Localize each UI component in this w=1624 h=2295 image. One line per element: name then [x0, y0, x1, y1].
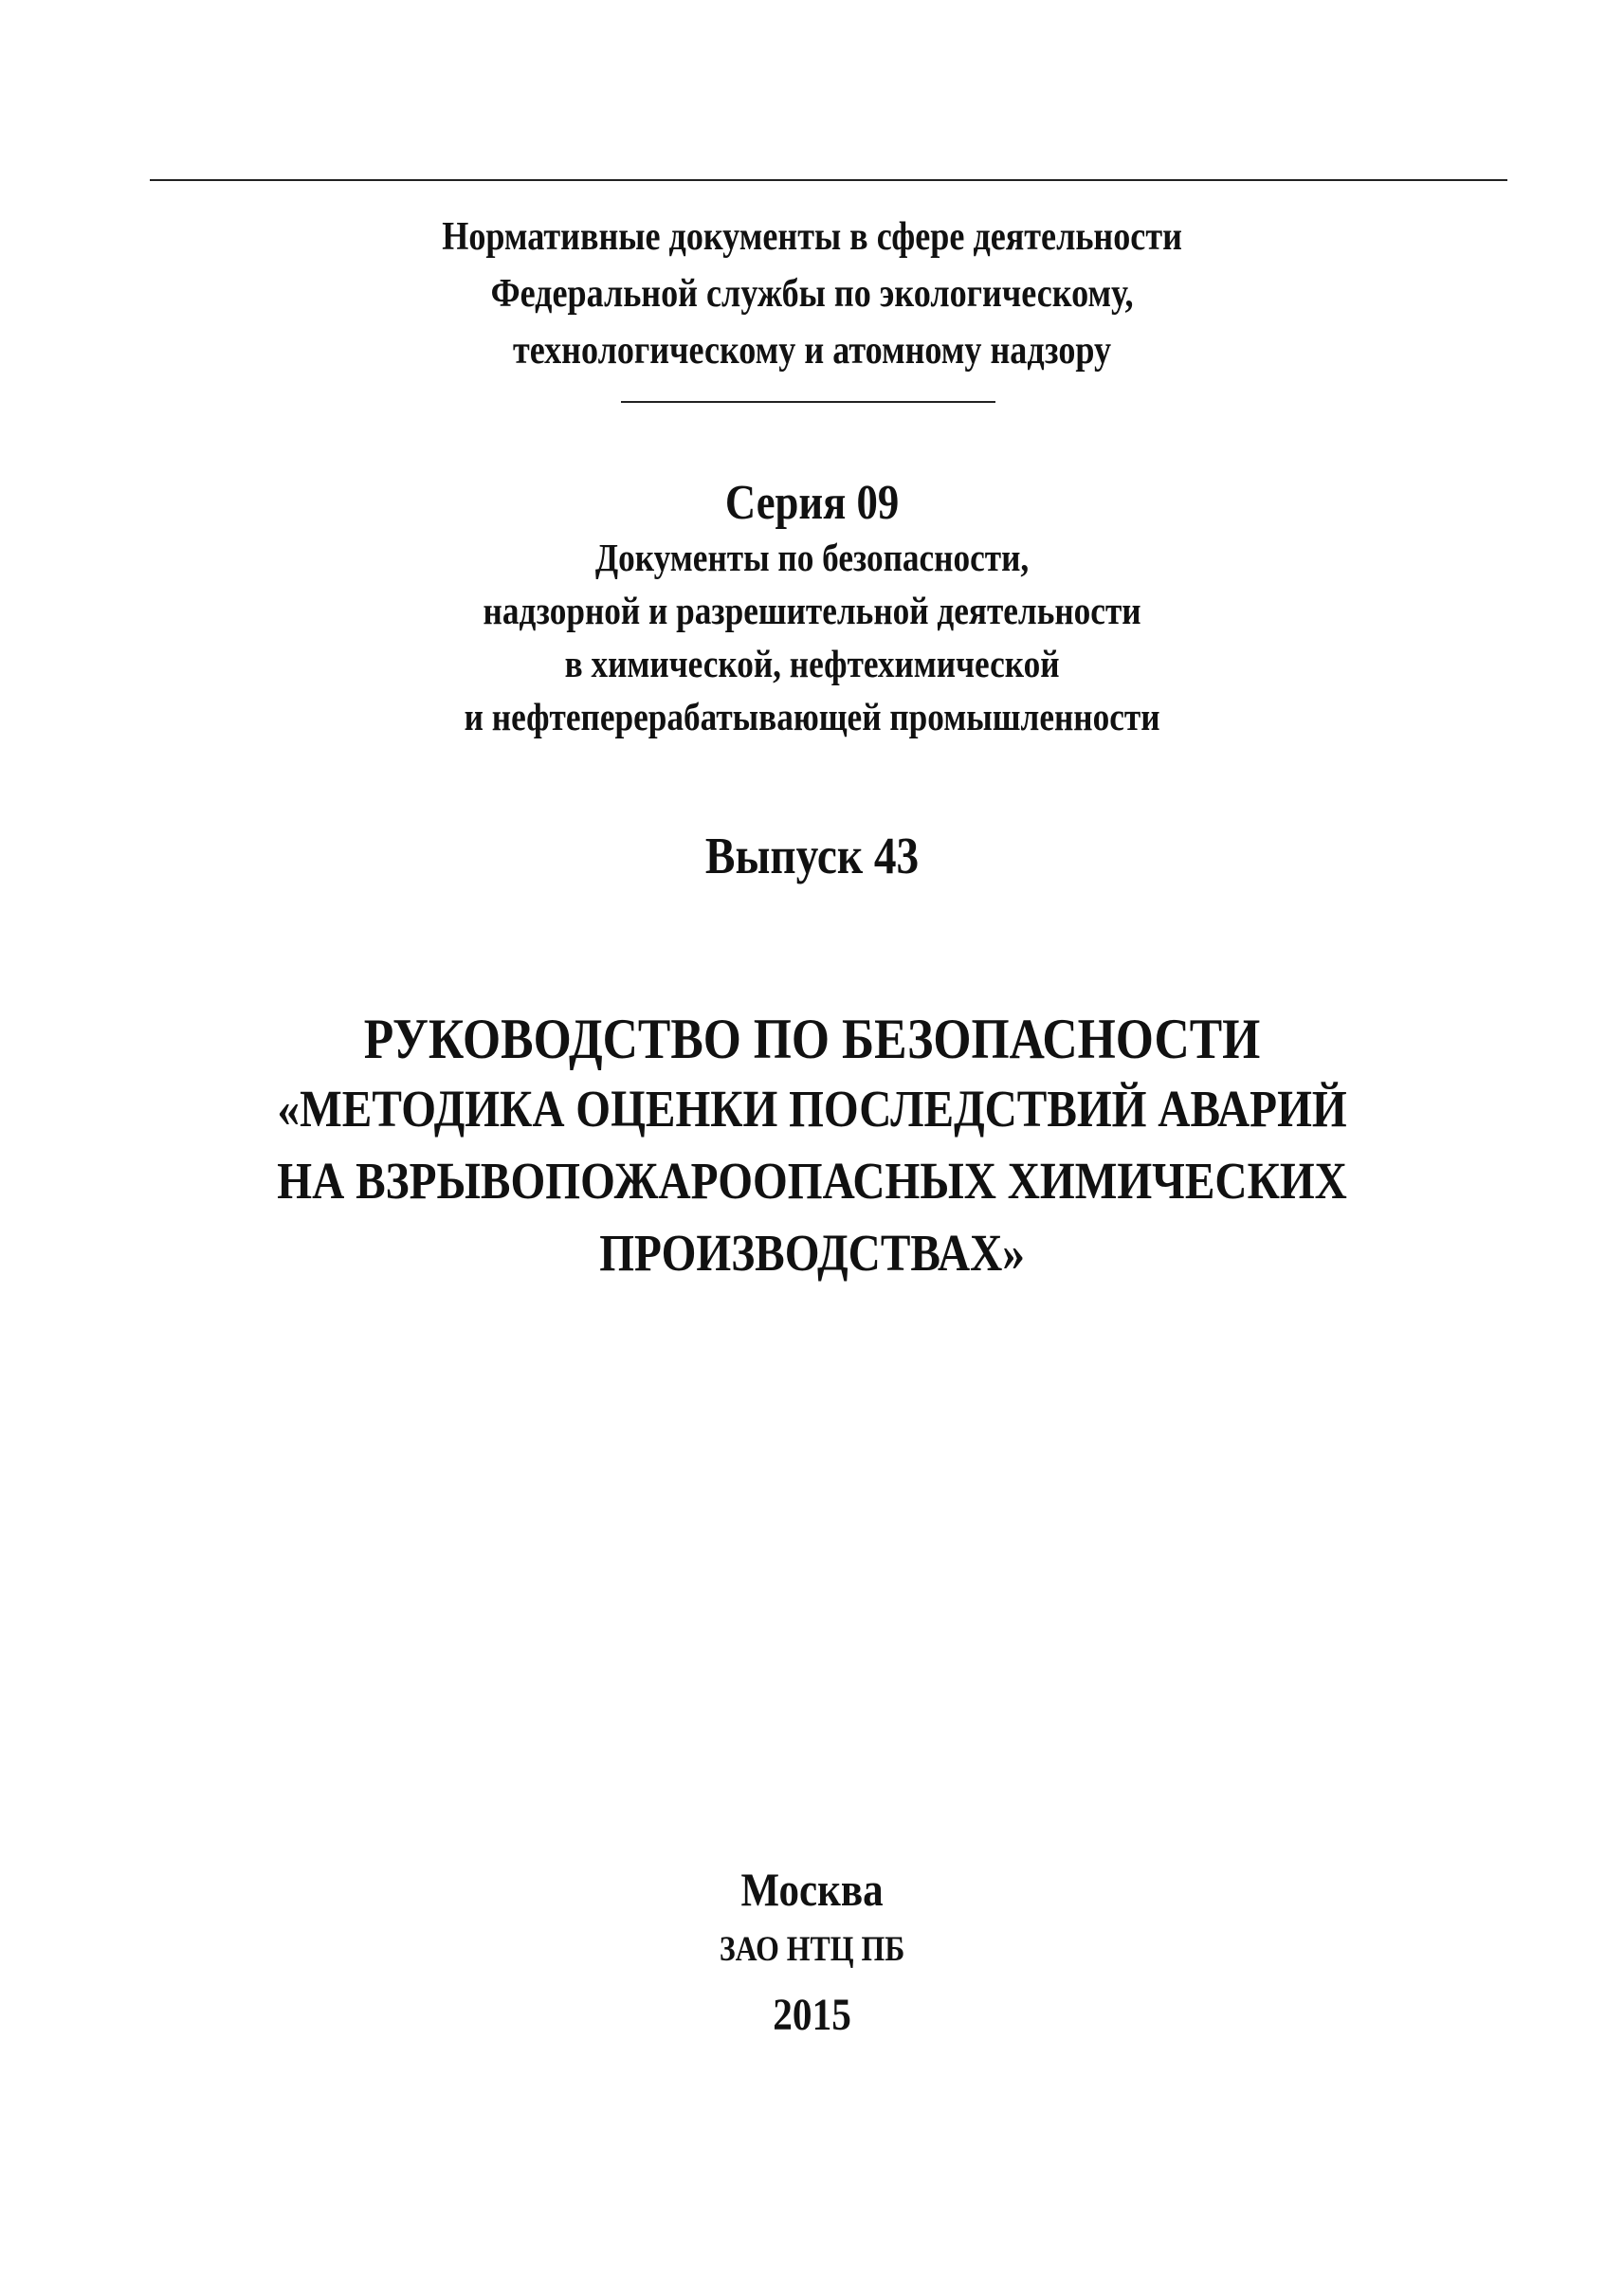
document-subtitle-line: ПРОИЗВОДСТВАХ»	[599, 1224, 1025, 1282]
series-title-text: Серия 09	[724, 476, 900, 530]
imprint-publisher	[114, 1926, 1510, 1974]
document-subtitle-line: НА ВЗРЫВОПОЖАРООПАСНЫХ ХИМИЧЕСКИХ	[277, 1152, 1347, 1210]
imprint-year-text: 2015	[773, 1990, 851, 2040]
top-divider	[150, 179, 1507, 181]
issue-number	[114, 823, 1510, 889]
issue-number-text: Выпуск 43	[704, 827, 920, 884]
series-description-line: в химической, нефтехимической	[564, 642, 1060, 685]
imprint-publisher-text: ЗАО НТЦ ПБ	[719, 1930, 905, 1969]
document-title-text: РУКОВОДСТВО ПО БЕЗОПАСНОСТИ	[363, 1008, 1261, 1070]
series-description-line: и нефтеперерабатывающей промышленности	[464, 695, 1160, 738]
agency-header-line: Федеральной службы по экологическому,	[490, 272, 1134, 316]
series-description-line: надзорной и разрешительной деятельности	[483, 589, 1141, 632]
agency-header-line: Нормативные документы в сфере деятельности	[442, 215, 1182, 259]
document-subtitle	[114, 1073, 1510, 1289]
imprint-city	[114, 1859, 1510, 1920]
document-title	[114, 1003, 1510, 1075]
series-title	[114, 472, 1510, 535]
series-description-line: Документы по безопасности,	[594, 536, 1030, 579]
agency-header	[114, 209, 1510, 379]
header-divider	[621, 401, 995, 403]
document-subtitle-line: «МЕТОДИКА ОЦЕНКИ ПОСЛЕДСТВИЙ АВАРИЙ	[277, 1080, 1347, 1138]
imprint-year	[114, 1985, 1510, 2046]
series-description	[114, 531, 1510, 743]
imprint-city-text: Москва	[740, 1863, 884, 1916]
agency-header-line: технологическому и атомному надзору	[513, 329, 1112, 373]
